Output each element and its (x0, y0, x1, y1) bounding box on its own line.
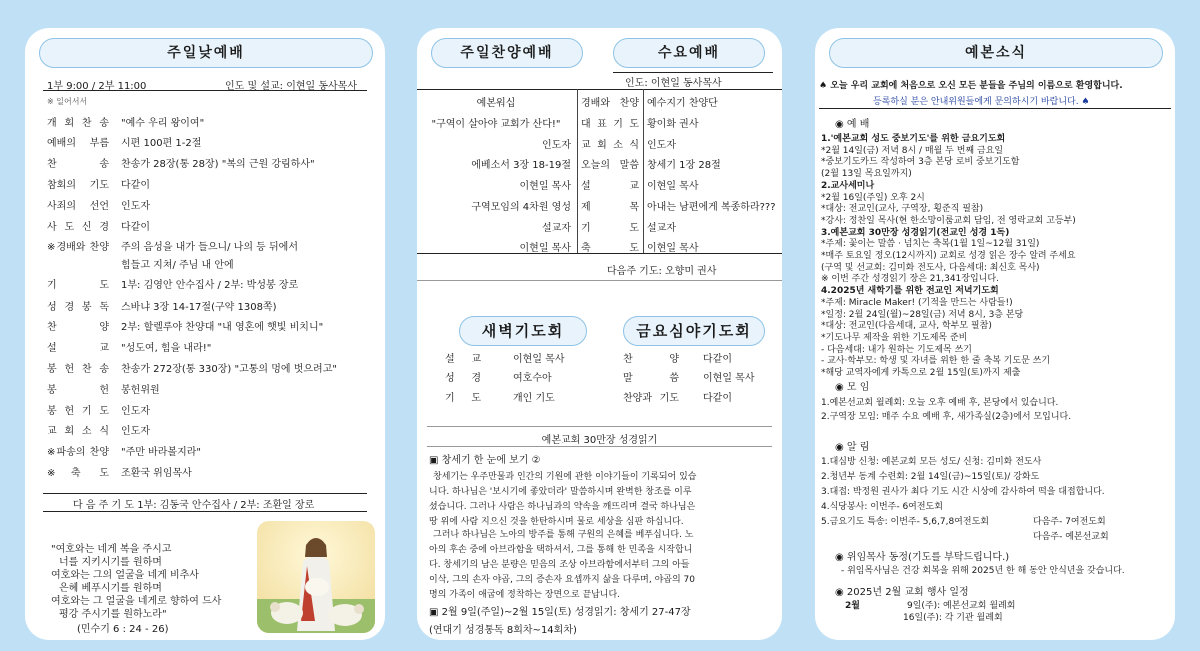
sunday-cell: "구역이 살아야 교회가 산다!" (431, 119, 561, 130)
row-value: 주의 음성을 내가 들으니/ 나의 등 뒤에서 (121, 242, 299, 253)
worship-line: *매주 토요일 정오(12시까지) 교회로 성경 읽은 장수 알려 주세요 (821, 251, 1076, 261)
row-label: 예배의 부름 (47, 138, 109, 149)
order-label: 경배와 찬양 (581, 98, 639, 109)
wednesday-cell: 황이화 권사 (647, 119, 699, 130)
wednesday-cell: 인도자 (647, 140, 676, 151)
worship-line: *2월 16일(주일) 오후 2시 (821, 192, 925, 203)
worship-line: (구역 및 선교회: 김미화 전도사, 다음세대: 최신호 목사) (821, 262, 1040, 273)
panel-title: 주일낮예배 (39, 38, 373, 68)
row-label: ※축 도 (47, 468, 109, 479)
notice-line: 3.대접: 박정원 권사가 최다 기도 시간 시상에 감사하여 떡을 대접합니다. (821, 487, 1105, 497)
wednesday-cell: 이현일 목사 (647, 243, 699, 254)
evening-service-panel (417, 28, 782, 640)
row-value: "예수 우리 왕이여" (121, 118, 205, 129)
wednesday-title: 수요예배 (613, 38, 765, 68)
notice-line: 1.대심방 신청: 예본교회 모든 성도/ 신청: 김미화 전도사 (821, 457, 1042, 467)
shepherd-image (257, 521, 375, 633)
row-value: 인도자 (121, 201, 150, 212)
reading-range: ▣ 2월 9일(주일)~2월 15일(토) 성경읽기: 창세기 27-47장 (429, 607, 691, 618)
wednesday-cell: 예수지기 찬양단 (647, 98, 718, 109)
row-label: 참회의 기도 (47, 180, 109, 191)
worship-line: *중보기도카드 작성하여 3층 본당 로비 중보기도함 (821, 157, 1020, 168)
worship-line: *대상: 전교인(다음세대, 교사, 학부모 필참) (821, 321, 992, 332)
verse-line: "여호와는 네게 복을 주시고 (51, 544, 172, 555)
sunday-cell: 이현일 목사 (519, 243, 571, 254)
welcome-line-1: ♠ 오늘 우리 교회에 처음으로 오신 모든 분들을 주님의 이름으로 환영합니다. (819, 81, 1123, 91)
sunday-cell: 에베소서 3장 18-19절 (471, 160, 571, 171)
worship-line: *주제: Miracle Maker! (기적을 만드는 사람들!) (821, 297, 1013, 308)
verse-line: 여호와는 그의 얼굴을 네게 비추사 (51, 570, 199, 581)
sunday-cell: 이현일 목사 (519, 181, 571, 192)
row-label: ※파송의 찬양 (47, 447, 109, 458)
worship-line: *해당 교역자에게 카톡으로 2월 15일(토)까지 제출 (821, 368, 1021, 378)
order-label: 교 회 소 식 (581, 140, 639, 151)
section-notice: ◉ 알 림 (835, 442, 870, 453)
row-label: 교 회 소 식 (47, 426, 109, 437)
worship-line: 4.2025년 새학기를 위한 전교인 저녁기도회 (821, 286, 999, 297)
row-value: 시편 100편 1-2절 (121, 138, 202, 149)
event-line: 16일(주): 각 기관 월례회 (903, 613, 1003, 623)
section-pastor: ◉ 위임목사 동정(기도를 부탁드립니다.) (835, 552, 1010, 563)
wednesday-next-prayer: 다음주 기도: 오향미 권사 (607, 266, 717, 277)
reading-line: 다. 창세기의 남은 분량은 믿음의 조상 아브라함에서부터 그의 아들 (429, 560, 690, 570)
row-value: 인도자 (121, 406, 150, 417)
events-month: 2월 (845, 601, 860, 611)
next-week-song: 다음주- 예본선교회 (1033, 532, 1109, 542)
reading-line: 그러나 하나님은 노아의 방주를 통해 구원의 은혜를 베푸십니다. 노 (433, 530, 694, 540)
order-label: 기 도 (581, 223, 639, 234)
row-label: 봉 헌 기 도 (47, 406, 109, 417)
reading-line: 명의 가족이 애굽에 정착하는 장면으로 끝납니다. (429, 590, 621, 600)
worship-line: 3.예본교회 30만장 성경읽기(전교인 성경 1독) (821, 227, 1010, 238)
reading-line: 이삭, 그의 손자 야곱, 그의 증손자 요셉까지 삶을 다루며, 야곱의 70 (429, 575, 695, 585)
order-label: 설 교 (581, 181, 639, 192)
section-events: ◉ 2025년 2월 교회 행사 일정 (835, 587, 969, 598)
church-news-panel (815, 28, 1175, 640)
order-label: 대 표 기 도 (581, 119, 639, 130)
verse-line: 평강 주시기를 원하노라" (59, 609, 167, 620)
worship-line: *일정: 2월 24일(월)~28일(금) 저녁 8시, 3층 본당 (821, 309, 1024, 320)
dawn-label: 설 교 (445, 354, 481, 365)
row-value: 다같이 (121, 222, 150, 233)
row-value: 조환국 위임목사 (121, 468, 192, 479)
reading-plan: (연대기 성경통독 8회차~14회차) (429, 625, 577, 636)
meeting-line: 2.구역장 모임: 매주 수요 예배 후, 새가족실(2층)에서 모입니다. (821, 412, 1072, 422)
order-label: 축 도 (581, 243, 639, 254)
worship-line: 1.'예본교회 성도 중보기도'를 위한 금요기도회 (821, 134, 1006, 144)
wednesday-cell: 설교자 (647, 223, 676, 234)
worship-line: 2.교사세미나 (821, 180, 875, 191)
reading-line: 아의 후손 중에 아브라함을 택하셔서, 그를 통해 한 민족을 시작합니 (429, 545, 693, 555)
dawn-value: 여호수아 (513, 373, 552, 384)
meeting-line: 1.예본선교회 월례회: 오늘 오후 예배 후, 본당에서 있습니다. (821, 398, 1059, 408)
friday-label: 말 씀 (623, 373, 679, 384)
next-week-prayer: 다 음 주 기 도 1부: 김동국 안수집사 / 2부: 조환일 장로 (73, 500, 315, 511)
reading-title: 예본교회 30만장 성경읽기 (541, 435, 658, 446)
sunday-cell: 인도자 (542, 140, 571, 151)
section-meeting: ◉ 모 임 (835, 382, 870, 393)
row-value: "성도여, 힘을 내라!" (121, 343, 212, 354)
row-value: 봉헌위원 (121, 385, 160, 396)
news-title: 예본소식 (829, 38, 1163, 68)
standing-note: ※ 일어서서 (47, 97, 88, 106)
worship-line: *2월 14일(금) 저녁 8시 / 매월 두 번째 금요일 (821, 145, 1004, 156)
row-label: 찬 양 (47, 322, 109, 333)
wednesday-cell: 이현일 목사 (647, 181, 699, 192)
reading-line: 땅 위에 사람 지으신 것을 한탄하시며 물로 세상을 심판 하십니다. (429, 517, 684, 527)
wednesday-cell: 창세기 1장 28절 (647, 160, 721, 171)
dawn-value: 이현일 목사 (513, 354, 565, 365)
row-label: 봉 헌 (47, 385, 109, 396)
row-value: 다같이 (121, 180, 150, 191)
wednesday-leader: 인도: 이현일 동사목사 (625, 78, 722, 89)
row-label: 설 교 (47, 343, 109, 354)
row-label: 개 회 찬 송 (47, 118, 109, 129)
row-label: 봉 헌 찬 송 (47, 364, 109, 375)
row-value: "주만 바라볼지라" (121, 447, 201, 458)
reading-line: 니다. 하나님은 '보시기에 좋았더라' 말씀하시며 완벽한 창조를 이루 (429, 487, 692, 497)
worship-line: - 교사·학부모: 학생 및 자녀를 위한 한 줄 축복 기도문 쓰기 (821, 356, 1051, 367)
service-times: 1부 9:00 / 2부 11:00 (47, 81, 147, 92)
row-label: 성 경 봉 독 (47, 302, 109, 313)
service-leader: 인도 및 설교: 이현일 동사목사 (225, 81, 358, 92)
friday-value: 다같이 (703, 354, 732, 365)
dawn-label: 기 도 (445, 393, 481, 404)
reading-line: 셨습니다. 그러나 사람은 하나님과의 약속을 깨뜨리며 결국 하나님은 (429, 502, 696, 512)
worship-line: (2월 13일 목요일까지) (821, 169, 912, 180)
order-label: 오늘의 말씀 (581, 160, 639, 171)
friday-value: 다같이 (703, 393, 732, 404)
sunday-cell: 예본워십 (476, 98, 516, 109)
verse-line: 너를 지키시기를 원하며 (59, 557, 162, 568)
worship-line: - 다음세대: 내가 원하는 기도제목 쓰기 (821, 344, 972, 355)
friday-prayer-title: 금요심야기도회 (623, 316, 765, 346)
row-value: 힘들고 지쳐/ 주님 내 안에 (121, 260, 234, 271)
row-value: 찬송가 28장(통 28장) "복의 근원 강림하사" (121, 159, 315, 170)
reading-line: 창세기는 우주만물과 인간의 기원에 관한 이야기들이 기록되어 있습 (433, 472, 697, 482)
wednesday-cell: 아내는 남편에게 복종하라??? (647, 202, 776, 213)
friday-value: 이현일 목사 (703, 373, 755, 384)
row-value: 인도자 (121, 426, 150, 437)
friday-label: 찬 양 (623, 354, 679, 365)
verse-line: (민수기 6 : 24 - 26) (77, 624, 169, 635)
row-value: 찬송가 272장(통 330장) "고통의 멍에 벗으려고" (121, 364, 337, 375)
next-week-kitchen: 다음주- 7여전도회 (1033, 517, 1106, 527)
worship-line: *기도나무 제작을 위한 기도제목 준비 (821, 332, 968, 343)
friday-label: 찬양과 기도 (623, 393, 679, 404)
reading-subtitle: ▣ 창세기 한 눈에 보기 ② (429, 455, 541, 466)
row-label: 사죄의 선언 (47, 201, 109, 212)
dawn-value: 개인 기도 (513, 393, 555, 404)
worship-line: *대상: 전교인(교사, 구역장, 횡준직 필참) (821, 204, 984, 215)
sunday-cell: 설교자 (542, 223, 571, 234)
dawn-prayer-title: 새벽기도회 (459, 316, 587, 346)
row-value: 스바냐 3장 14-17절(구약 1308쪽) (121, 302, 277, 313)
row-value: 2부: 할렐루야 찬양대 "내 영혼에 햇빛 비치니" (121, 322, 324, 333)
sunday-service-panel (25, 28, 385, 640)
welcome-line-2: 등록하실 분은 안내위원들에게 문의하시기 바랍니다. ♠ (873, 97, 1090, 107)
row-label: 기 도 (47, 280, 109, 291)
sunday-praise-title: 주일찬양예배 (431, 38, 583, 68)
event-line: 9일(주): 예본선교회 월례회 (907, 601, 1016, 611)
pastor-news: - 위임목사님은 건강 회복을 위해 2025년 한 해 동안 안식년을 갖습니다. (841, 566, 1125, 576)
row-label: 찬 송 (47, 159, 109, 170)
row-label: ※경배와 찬양 (47, 242, 109, 253)
verse-line: 여호와는 그 얼굴을 네게로 향하여 드사 (51, 596, 222, 607)
notice-line: 4.식당봉사: 이번주- 6여전도회 (821, 502, 943, 512)
worship-line: ※ 이번 주간 성경읽기 장은 21,341장입니다. (821, 274, 999, 285)
worship-line: *강사: 정찬일 목사(현 한소망이룸교회 담임, 전 영락교회 고등부) (821, 215, 1076, 226)
order-label: 제 목 (581, 202, 639, 213)
notice-line: 5.금요기도 특송: 이번주- 5,6,7,8여전도회 (821, 517, 989, 527)
verse-line: 은혜 베푸시기를 원하며 (59, 583, 162, 594)
row-value: 1부: 김영안 안수집사 / 2부: 박성봉 장로 (121, 280, 299, 291)
sunday-cell: 구역모임의 4차원 영성 (471, 202, 571, 213)
dawn-label: 성 경 (445, 373, 481, 384)
worship-line: *주제: 꽃이는 말씀 · 넘치는 축복(1월 1일~12월 31일) (821, 239, 1040, 250)
notice-line: 2.청년부 동계 수련회: 2월 14일(금)~15일(토)/ 강화도 (821, 472, 1040, 482)
row-label: 사 도 신 경 (47, 222, 109, 233)
section-worship: ◉ 예 배 (835, 119, 870, 130)
